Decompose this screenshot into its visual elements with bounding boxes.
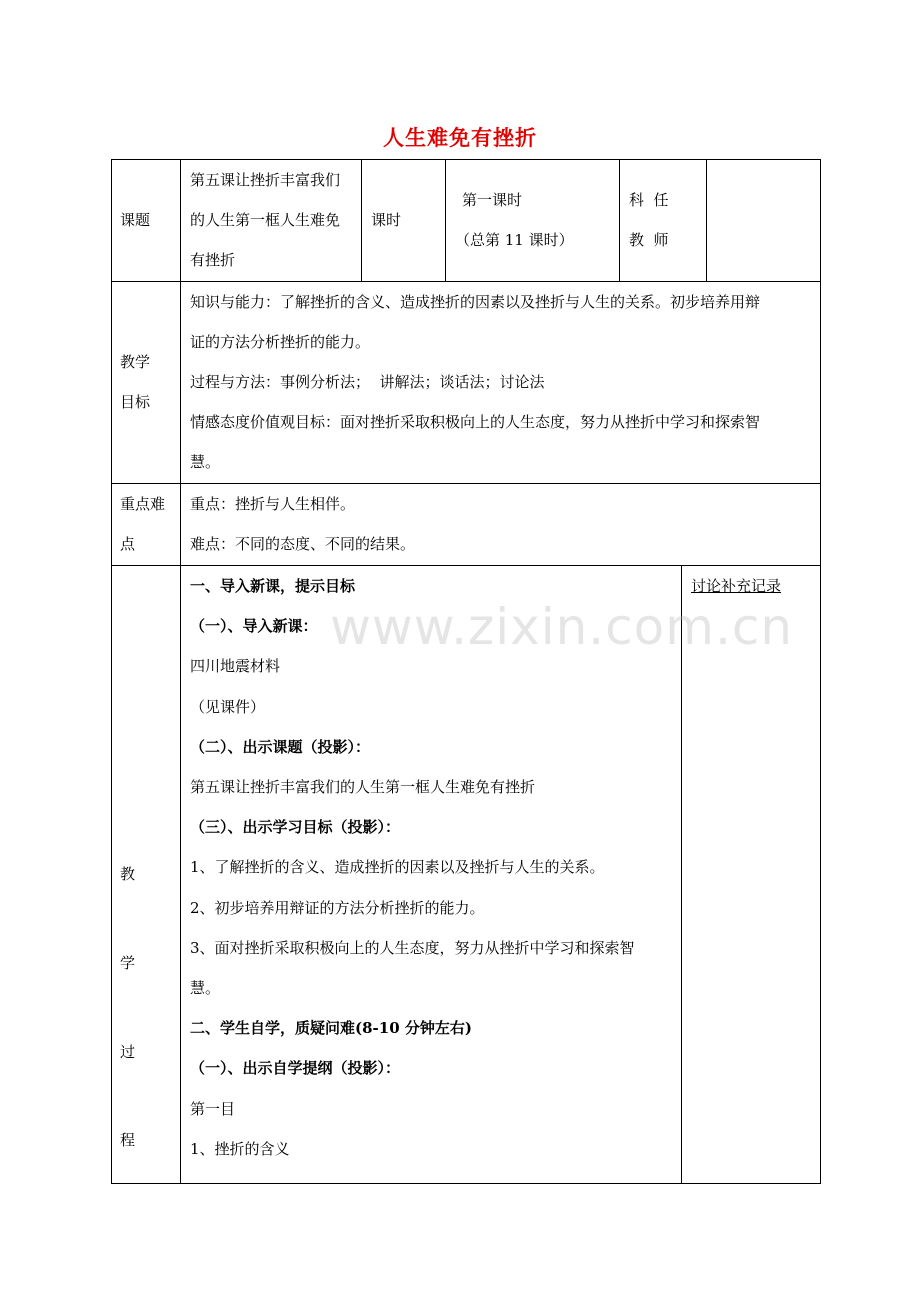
process-line: 1、挫折的含义 (190, 1139, 290, 1158)
process-line: 二、学生自学，质疑问难(8-10 分钟左右) (190, 1019, 472, 1038)
process-line: 3、面对挫折采取积极向上的人生态度，努力从挫折中学习和探索智 (190, 938, 635, 957)
goals-line: 知识与能力：了解挫折的含义、造成挫折的因素以及挫折与人生的关系。初步培养用辩 (190, 293, 761, 311)
process-line: 一、导入新课，提示目标 (190, 577, 356, 595)
process-label-char: 过 (120, 1043, 136, 1061)
difficulty-line: 难点：不同的态度、不同的结果。 (190, 535, 416, 553)
table-border-bottom (111, 1183, 821, 1184)
process-line: （一）、出示自学提纲（投影）： (190, 1059, 401, 1078)
topic-line-3: 有挫折 (190, 251, 236, 269)
column-divider (180, 159, 181, 1184)
process-line: 1、了解挫折的含义、造成挫折的因素以及挫折与人生的关系。 (190, 858, 605, 877)
topic-label: 课题 (120, 211, 151, 229)
process-line: （二）、出示课题（投影）： (190, 737, 371, 756)
column-divider (681, 565, 682, 1184)
process-label-char: 教 (120, 865, 136, 883)
column-divider (361, 159, 362, 282)
column-divider (445, 159, 446, 282)
table-border-right (820, 159, 821, 1184)
goals-line: 过程与方法：事例分析法； 讲解法；谈话法；讨论法 (190, 373, 545, 391)
table-border-left (111, 159, 112, 1184)
row-divider (111, 565, 821, 566)
keypoint-line: 重点：挫折与人生相伴。 (190, 495, 356, 513)
page-title: 人生难免有挫折 (383, 125, 537, 150)
row-divider (111, 281, 821, 282)
row-divider (111, 483, 821, 484)
process-label-char: 程 (120, 1131, 136, 1149)
keypoints-label-1: 重点难 (120, 495, 166, 513)
process-line: 2、初步培养用辩证的方法分析挫折的能力。 (190, 898, 485, 917)
topic-line-1: 第五课让挫折丰富我们 (190, 171, 341, 189)
goals-label-1: 教学 (120, 353, 151, 371)
discussion-notes-heading: 讨论补充记录 (691, 577, 782, 595)
column-divider (619, 159, 620, 282)
period-line-2: （总第 11 课时） (455, 231, 574, 249)
process-line: 四川地震材料 (190, 657, 281, 676)
process-line: 第五课让挫折丰富我们的人生第一框人生难免有挫折 (190, 778, 536, 796)
process-line: 慧。 (190, 979, 221, 997)
table-border-top (111, 159, 821, 160)
period-label: 课时 (371, 211, 402, 229)
process-label-char: 学 (120, 954, 136, 972)
process-line: 第一目 (190, 1099, 236, 1118)
topic-line-2: 的人生第一框人生难免 (190, 211, 341, 229)
teacher-label-1: 科 任 (629, 191, 669, 209)
process-line: （三）、出示学习目标（投影）： (190, 818, 401, 837)
teacher-label-2: 教 师 (629, 231, 669, 249)
process-line: （见课件） (190, 697, 266, 716)
keypoints-label-2: 点 (120, 535, 136, 553)
goals-line: 情感态度价值观目标：面对挫折采取积极向上的人生态度，努力从挫折中学习和探索智 (190, 413, 761, 431)
watermark: www.zixin.com.cn (330, 598, 794, 656)
column-divider (706, 159, 707, 282)
goals-line: 证的方法分析挫折的能力。 (190, 333, 371, 351)
goals-label-2: 目标 (120, 393, 151, 411)
period-line-1: 第一课时 (462, 191, 523, 209)
goals-line: 慧。 (190, 453, 221, 471)
process-line: （一）、导入新课： (190, 617, 318, 636)
